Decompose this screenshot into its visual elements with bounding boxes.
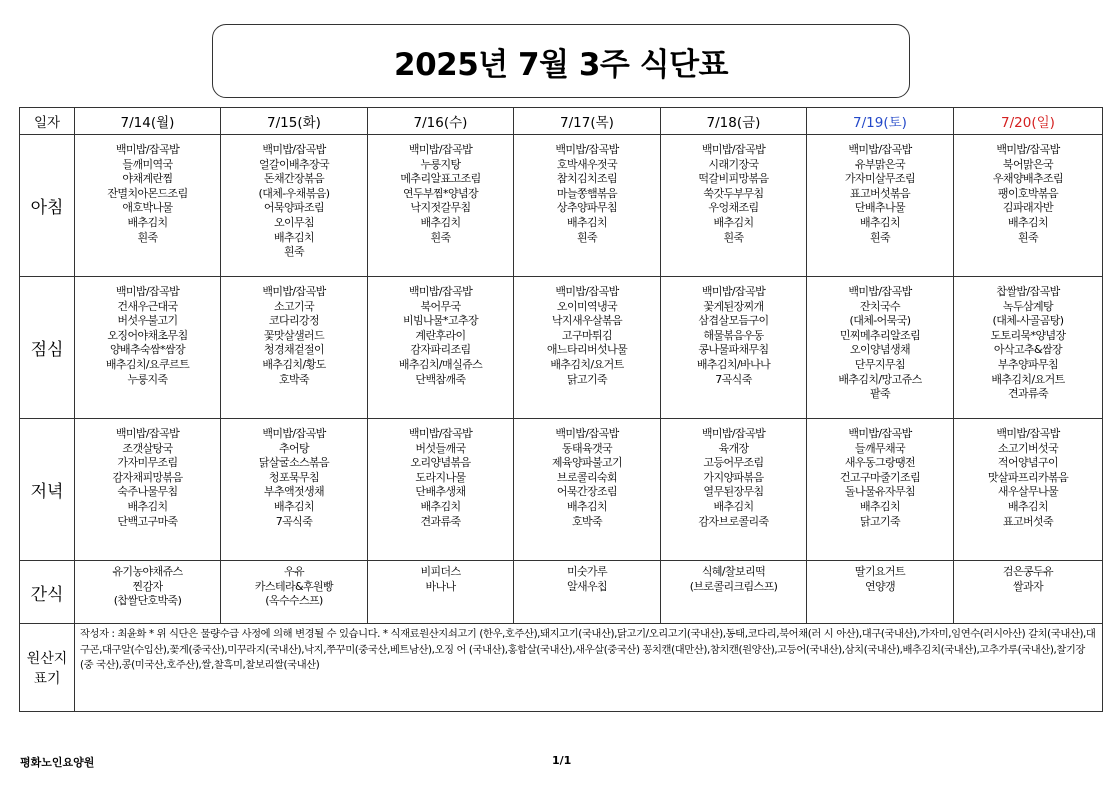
menu-item: 상추양파무침	[556, 201, 618, 215]
snack-row	[20, 561, 1103, 624]
menu-item: 잔치국수	[859, 299, 901, 313]
menu-item: 배추김치	[1007, 499, 1049, 513]
menu-item: 미숫가루	[566, 565, 608, 578]
menu-item: 호박죽	[278, 372, 310, 386]
menu-item: 호박죽	[571, 514, 603, 528]
dinner-row	[20, 419, 1103, 561]
menu-cell-lunch	[807, 277, 954, 419]
menu-item: 단백고구마죽	[117, 514, 178, 528]
menu-item: 백미밥/잡곡밥	[408, 285, 473, 298]
menu-item: 비빔나물*고추장	[402, 314, 479, 328]
menu-item: 청포묵무침	[268, 470, 320, 484]
menu-item: 닭고기죽	[566, 372, 608, 386]
day-header: 7/18(금)	[661, 108, 807, 135]
menu-cell-snack	[661, 561, 807, 624]
menu-cell-breakfast	[221, 135, 368, 277]
menu-item: 쑥갓두부무침	[703, 186, 764, 200]
menu-cell-snack	[954, 561, 1103, 624]
menu-item: 검은콩두유	[1002, 565, 1054, 578]
menu-item: 양배추숙쌈*쌈장	[109, 343, 186, 357]
menu-item: 배추김치	[566, 499, 608, 513]
lunch-row	[20, 277, 1103, 419]
menu-item: 배추김치/요거트	[991, 372, 1065, 386]
menu-item: 배추김치	[127, 499, 168, 513]
menu-item: 들깨미역국	[122, 157, 173, 171]
menu-item: 맛살파프리카볶음	[987, 470, 1069, 484]
menu-item: 건새우근대국	[117, 299, 178, 313]
meal-label-snack: 간식	[20, 561, 75, 624]
menu-item: 마늘쫑햄볶음	[556, 186, 618, 200]
menu-item: 찹쌀밥/잡곡밥	[996, 285, 1060, 298]
menu-item: 백미밥/잡곡밥	[848, 285, 912, 298]
menu-item: 백미밥/잡곡밥	[848, 143, 912, 156]
menu-cell-breakfast	[661, 135, 807, 277]
menu-item: 흰죽	[869, 230, 891, 244]
menu-cell-dinner	[661, 419, 807, 561]
menu-item: 콩나물파채무침	[698, 343, 769, 357]
menu-item: 동태육갯국	[561, 441, 613, 455]
menu-item: 가지양파볶음	[703, 470, 764, 484]
header-row	[20, 108, 1103, 135]
menu-item: 참치김치조림	[556, 172, 618, 186]
menu-item: 비피더스	[420, 565, 461, 578]
menu-item: 누룽지탕	[420, 157, 461, 171]
menu-item: 오이미역냉국	[556, 299, 618, 313]
menu-item: 삼겹살모듬구이	[698, 314, 769, 328]
menu-item: 우채양배추조림	[992, 172, 1064, 186]
menu-item: 소고기버섯국	[997, 441, 1059, 455]
menu-item: 낙지젓갈무침	[410, 201, 471, 215]
menu-item: 배추김치	[1007, 215, 1049, 229]
menu-item: 도라지나물	[415, 470, 466, 484]
menu-cell-dinner	[807, 419, 954, 561]
menu-item: 백미밥/잡곡밥	[408, 427, 473, 440]
menu-item: 애느타리버섯나물	[546, 343, 628, 357]
origin-text: 작성자 : 최윤화 * 위 식단은 물량수급 사정에 의해 변경될 수 있습니다. * 식재료원산지쇠고기 (한우,호주산),돼지고기(국내산),닭고기/오리고기(국내산),동태,코다리,북어채(러 시 아산),대구(국내산),가자미,임연수(러시아산) 갈치(국내산),대구곤,대구알(수입산),꽃게(중국산),미꾸라지(국내산),낙지,쭈꾸미(중국산,베트남산),오징 어 (국내산),홍합살(국내산),새우살(중국산) 꽁치캔(대만산),참치캔(원양산),고등어(국내산),삼치(국내산),배추김치(국내산),고추가루(국내산),찰기장 (중 국산),콩(미국산,호주산),쌀,찰흑미,찰보리쌀(국내산)	[75, 624, 1103, 712]
menu-cell-dinner	[221, 419, 368, 561]
menu-item: 누룽지죽	[127, 372, 168, 386]
menu-item: 새우살무나물	[997, 485, 1059, 499]
menu-item: 꽃맛살샐러드	[263, 328, 325, 342]
menu-item: 흰죽	[723, 230, 744, 244]
menu-item: 돈채간장볶음	[263, 172, 325, 186]
menu-item: 청경채겉절이	[263, 343, 325, 357]
menu-item: 배추김치/매실쥬스	[398, 357, 483, 371]
menu-item: 닭고기죽	[859, 514, 901, 528]
menu-item: 유부맑은국	[854, 157, 906, 171]
menu-item: 아삭고추&쌈장	[993, 343, 1063, 357]
menu-item: 북어맑은국	[1002, 157, 1054, 171]
menu-item: 백미밥/잡곡밥	[555, 427, 619, 440]
menu-item: 백미밥/잡곡밥	[262, 427, 326, 440]
menu-cell-lunch	[661, 277, 807, 419]
menu-item: 배추김치	[273, 230, 315, 244]
menu-cell-breakfast	[368, 135, 514, 277]
menu-item: 고등어무조림	[703, 456, 764, 470]
menu-item: 견과류죽	[420, 514, 461, 528]
menu-item: 해물볶음우동	[703, 328, 764, 342]
menu-cell-snack	[807, 561, 954, 624]
menu-item: 감자파리조림	[410, 343, 471, 357]
menu-item: 바나나	[425, 579, 456, 593]
menu-item: 알새우칩	[566, 579, 608, 593]
menu-item: 흰죽	[283, 245, 305, 259]
day-header-saturday: 7/19(토)	[807, 108, 954, 135]
menu-item: 백미밥/잡곡밥	[701, 427, 766, 440]
menu-item: 얼갈이배추장국	[258, 157, 330, 171]
menu-item: 닭살굴소스볶음	[258, 456, 330, 470]
menu-item: 열무된장무침	[703, 485, 764, 499]
menu-item: 우유	[283, 565, 305, 578]
menu-item: (대체-우채볶음)	[258, 186, 330, 200]
menu-item: 흰죽	[430, 230, 451, 244]
menu-cell-snack	[75, 561, 221, 624]
menu-cell-breakfast	[514, 135, 661, 277]
menu-item: 팥죽	[869, 387, 891, 401]
page-number: 1/1	[552, 754, 572, 767]
menu-cell-breakfast	[807, 135, 954, 277]
menu-item: 녹두삼계탕	[1002, 299, 1054, 313]
menu-item: 쌀과자	[1012, 579, 1044, 593]
day-header: 7/15(화)	[221, 108, 368, 135]
menu-item: 백미밥/잡곡밥	[115, 285, 180, 298]
menu-item: 흰죽	[576, 230, 598, 244]
menu-item: 잔멸치아몬드조림	[107, 186, 188, 200]
menu-item: 낙지새우살볶음	[551, 314, 623, 328]
menu-item: 고구마튀김	[561, 328, 613, 342]
date-label: 일자	[20, 108, 75, 135]
menu-item: 배추김치	[420, 499, 461, 513]
menu-item: 어묵간장조림	[556, 485, 618, 499]
menu-cell-breakfast	[954, 135, 1103, 277]
menu-item: (대체-사골곰탕)	[992, 314, 1064, 328]
menu-item: 백미밥/잡곡밥	[262, 285, 326, 298]
menu-item: 배추김치	[713, 215, 754, 229]
menu-item: 브로콜리숙회	[556, 470, 618, 484]
menu-item: 7곡식죽	[715, 372, 752, 386]
meal-label-dinner: 저녁	[20, 419, 75, 561]
menu-item: 배추김치/요거트	[550, 357, 624, 371]
menu-item: 조갯살탕국	[122, 441, 173, 455]
menu-item: 식혜/찰보리떡	[701, 565, 766, 578]
menu-item: 배추김치	[273, 499, 315, 513]
menu-item: 카스테라&후원빵	[254, 579, 334, 593]
day-header: 7/14(월)	[75, 108, 221, 135]
menu-item: 표고버섯볶음	[849, 186, 911, 200]
menu-item: 돌나물유자무침	[844, 485, 916, 499]
meal-label-breakfast: 아침	[20, 135, 75, 277]
origin-row	[20, 624, 1103, 712]
menu-item: 버섯우불고기	[117, 314, 178, 328]
day-header: 7/16(수)	[368, 108, 514, 135]
menu-item: 우엉채조림	[708, 201, 759, 215]
menu-item: 버섯들깨국	[415, 441, 466, 455]
menu-item: 건고구마줄기조림	[839, 470, 921, 484]
breakfast-row	[20, 135, 1103, 277]
menu-item: 북어무국	[420, 299, 461, 313]
menu-item: 연양갱	[864, 579, 896, 593]
menu-item: 백미밥/잡곡밥	[996, 143, 1060, 156]
menu-item: 부추양파무침	[997, 357, 1059, 371]
menu-item: 배추김치	[127, 215, 168, 229]
menu-item: 백미밥/잡곡밥	[115, 427, 180, 440]
menu-item: (옥수수스프)	[265, 594, 323, 608]
menu-cell-breakfast	[75, 135, 221, 277]
menu-item: 가자미무조림	[117, 456, 178, 470]
menu-cell-dinner	[954, 419, 1103, 561]
menu-item: 코다리강정	[268, 314, 320, 328]
menu-item: 표고버섯죽	[1002, 514, 1054, 528]
menu-item: 제육양파불고기	[551, 456, 623, 470]
menu-item: 떡갈비피망볶음	[698, 172, 769, 186]
menu-item: 감자브로콜리죽	[698, 514, 769, 528]
menu-item: 새우동그랑땡전	[844, 456, 916, 470]
menu-item: 백미밥/잡곡밥	[848, 427, 912, 440]
menu-cell-snack	[221, 561, 368, 624]
menu-item: (브로콜리크림스프)	[689, 579, 778, 593]
menu-item: (대체-어묵국)	[849, 314, 911, 328]
menu-cell-dinner	[75, 419, 221, 561]
menu-item: 배추김치/바나나	[696, 357, 771, 371]
menu-item: 메추리알표고조림	[400, 172, 481, 186]
menu-cell-lunch	[221, 277, 368, 419]
title-box	[212, 24, 910, 98]
menu-cell-lunch	[368, 277, 514, 419]
menu-item: 흰죽	[1017, 230, 1039, 244]
menu-cell-lunch	[75, 277, 221, 419]
menu-table	[19, 107, 1103, 712]
menu-item: 어묵양파조림	[263, 201, 325, 215]
menu-cell-lunch	[954, 277, 1103, 419]
menu-item: 시래기장국	[708, 157, 759, 171]
menu-cell-dinner	[514, 419, 661, 561]
menu-item: 단무지무침	[854, 357, 906, 371]
menu-item: 민찌메추리알조림	[839, 328, 921, 342]
menu-item: 배추김치	[713, 499, 754, 513]
menu-item: 오이양념생채	[849, 343, 911, 357]
menu-item: 백미밥/잡곡밥	[555, 285, 619, 298]
menu-item: 흰죽	[137, 230, 158, 244]
page-title: 2025년 7월 3주 식단표	[394, 46, 728, 83]
menu-item: 김파래자반	[1002, 201, 1054, 215]
menu-item: 연두부찜*양념장	[402, 186, 479, 200]
menu-item: 가자미살무조림	[844, 172, 916, 186]
menu-item: 오징어야채초무침	[107, 328, 188, 342]
menu-item: 찐감자	[132, 579, 163, 593]
menu-item: 유기농야채쥬스	[112, 565, 183, 578]
menu-item: 숙주나물무침	[117, 485, 178, 499]
menu-item: 계란후라이	[415, 328, 466, 342]
menu-item: 배추김치	[420, 215, 461, 229]
facility-name: 평화노인요양원	[20, 756, 95, 769]
menu-item: 배추김치	[859, 499, 901, 513]
menu-item: 적어양념구이	[997, 456, 1059, 470]
menu-item: 부추액젓생채	[263, 485, 325, 499]
menu-item: 오이무침	[273, 215, 315, 229]
menu-item: 오리양념볶음	[410, 456, 471, 470]
menu-item: 백미밥/잡곡밥	[996, 427, 1060, 440]
menu-item: 호박새우젓국	[556, 157, 618, 171]
menu-item: 백미밥/잡곡밥	[262, 143, 326, 156]
menu-cell-snack	[514, 561, 661, 624]
origin-label: 원산지 표기	[20, 624, 75, 712]
menu-item: 소고기국	[273, 299, 315, 313]
menu-cell-snack	[368, 561, 514, 624]
menu-item: 견과류죽	[1007, 387, 1049, 401]
menu-item: 배추김치/황도	[262, 357, 326, 371]
menu-item: 배추김치	[859, 215, 901, 229]
menu-item: 백미밥/잡곡밥	[701, 143, 766, 156]
menu-item: 단백참깨죽	[415, 372, 466, 386]
menu-item: 배추김치	[566, 215, 608, 229]
menu-item: 7곡식죽	[275, 514, 313, 528]
menu-item: 백미밥/잡곡밥	[115, 143, 180, 156]
menu-item: 백미밥/잡곡밥	[408, 143, 473, 156]
menu-item: 팽이호박볶음	[997, 186, 1059, 200]
menu-item: 꽃게된장찌개	[703, 299, 764, 313]
menu-item: 추어탕	[278, 441, 310, 455]
menu-item: 애호박나물	[122, 201, 173, 215]
menu-item: 도토리묵*양념장	[990, 328, 1066, 342]
menu-item: 단배추생채	[415, 485, 466, 499]
menu-cell-lunch	[514, 277, 661, 419]
menu-item: 배추김치/요쿠르트	[105, 357, 190, 371]
menu-item: 육개장	[718, 441, 749, 455]
menu-item: 백미밥/잡곡밥	[701, 285, 766, 298]
menu-item: (찹쌀단호박죽)	[113, 594, 182, 608]
menu-item: 딸기요거트	[854, 565, 906, 578]
day-header-sunday: 7/20(일)	[954, 108, 1103, 135]
menu-item: 들깨무채국	[854, 441, 906, 455]
menu-item: 배추김치/망고쥬스	[838, 372, 922, 386]
menu-cell-dinner	[368, 419, 514, 561]
menu-item: 백미밥/잡곡밥	[555, 143, 619, 156]
menu-item: 감자채피망볶음	[112, 470, 183, 484]
menu-item: 단배추나물	[854, 201, 906, 215]
day-header: 7/17(목)	[514, 108, 661, 135]
menu-item: 야채계란찜	[122, 172, 173, 186]
meal-label-lunch: 점심	[20, 277, 75, 419]
